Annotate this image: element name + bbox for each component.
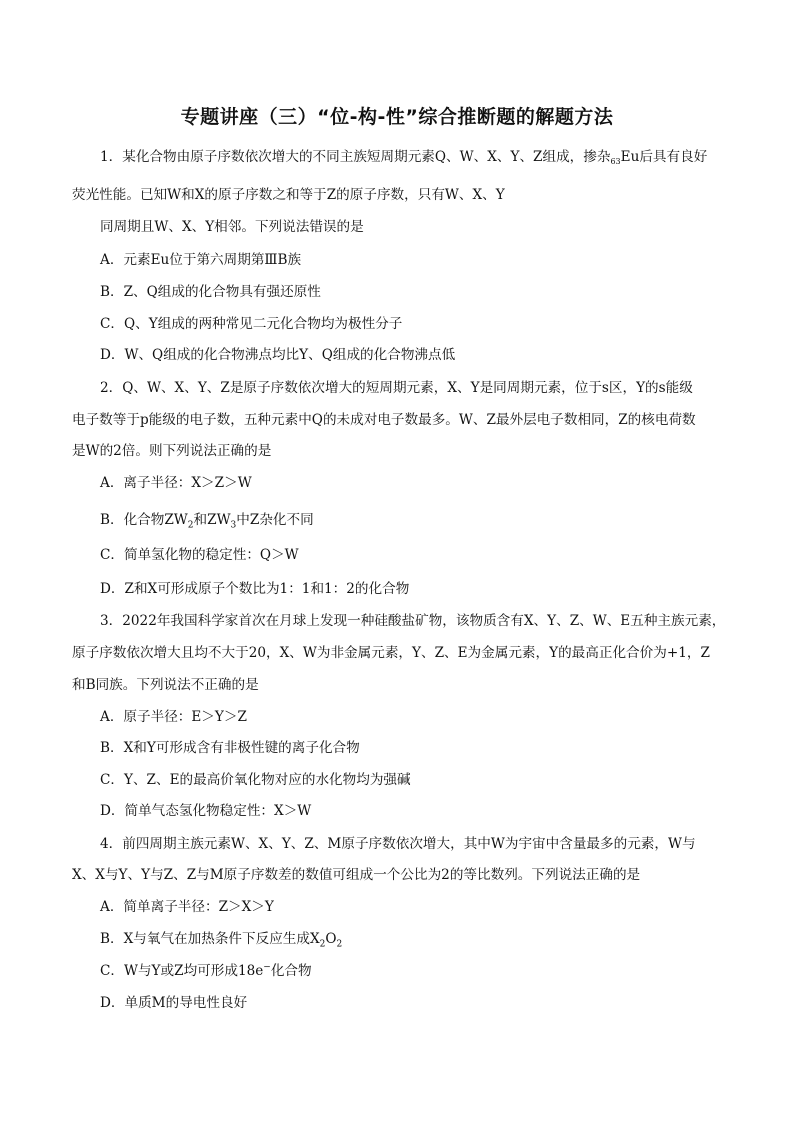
q4-option-c-text-b: 化合物 (270, 963, 312, 979)
q1-option-b: B．Z、Q组成的化合物具有强还原性 (100, 284, 321, 300)
q1-stem-line-2: 荧光性能。已知W和X的原子序数之和等于Z的原子序数，只有W、X、Y (72, 187, 505, 203)
q3-option-d: D．简单气态氢化物稳定性：X＞W (100, 803, 312, 819)
q3-option-a: A．原子半径：E＞Y＞Z (100, 709, 247, 725)
q1-stem-text-a: 1．某化合物由原子序数依次增大的不同主族短周期元素Q、W、X、Y、Z组成，掺杂 (100, 149, 611, 165)
q1-stem-text-b: Eu后具有良好 (620, 149, 708, 165)
q4-option-c-text-a: C．W与Y或Z均可形成18e (100, 963, 264, 979)
q4-stem-line-1: 4．前四周期主族元素W、X、Y、Z、M原子序数依次增大，其中W为宇宙中含量最多的元素，W与 (100, 836, 696, 852)
q1-option-d: D．W、Q组成的化合物沸点均比Y、Q组成的化合物沸点低 (100, 347, 456, 363)
q2-option-b-text-c: 中Z杂化不同 (236, 512, 314, 528)
q4-option-a: A．简单离子半径：Z＞X＞Y (100, 899, 274, 915)
q4-option-d: D．单质M的导电性良好 (100, 995, 248, 1011)
q2-option-b-text-a: B．化合物ZW (100, 512, 188, 528)
q2-stem-line-2: 电子数等于p能级的电子数，五种元素中Q的未成对电子数最多。W、Z最外层电子数相同，Z的核电荷数 (72, 412, 696, 428)
page-title: 专题讲座（三）“位-构-性”综合推断题的解题方法 (180, 106, 614, 128)
q2-stem-line-3: 是W的2倍。则下列说法正确的是 (72, 443, 272, 459)
q1-option-a: A．元素Eu位于第六周期第ⅢB族 (100, 252, 302, 268)
q3-stem-line-2: 原子序数依次增大且均不大于20，X、W为非金属元素，Y、Z、E为金属元素，Y的最高正化合价为+1，Z (72, 645, 710, 661)
q4-option-c (100, 962, 312, 980)
q2-option-b-sub-2: 3 (230, 520, 237, 531)
q2-option-a: A．离子半径：X＞Z＞W (100, 475, 252, 491)
q4-option-b-text-b: O (325, 931, 337, 947)
q4-stem-line-2: X、X与Y、Y与Z、Z与M原子序数差的数值可组成一个公比为2的等比数列。下列说法正确的是 (72, 867, 641, 883)
q1-option-c: C．Q、Y组成的两种常见二元化合物均为极性分子 (100, 316, 403, 332)
q4-option-b (100, 930, 342, 948)
q2-option-c: C．简单氢化物的稳定性：Q＞W (100, 547, 299, 563)
q3-stem-line-3: 和B同族。下列说法不正确的是 (72, 677, 259, 693)
q1-stem-line-1 (100, 148, 707, 168)
q1-stem-line-3: 同周期且W、X、Y相邻。下列说法错误的是 (100, 219, 364, 235)
q4-option-b-text-a: B．X与氧气在加热条件下反应生成X (100, 931, 320, 947)
q2-option-b-sub-1: 2 (187, 520, 194, 531)
q3-option-c: C．Y、Z、E的最高价氧化物对应的水化物均为强碱 (100, 772, 411, 788)
q2-stem-line-1: 2．Q、W、X、Y、Z是原子序数依次增大的短周期元素，X、Y是同周期元素，位于s区，Y的s能级 (100, 380, 693, 396)
q2-option-b-text-b: 和ZW (193, 512, 231, 528)
eu-atomic-number: 63 (610, 157, 621, 166)
q4-option-b-sub-2: 2 (336, 939, 343, 950)
q2-option-b (100, 511, 314, 529)
q2-option-d: D．Z和X可形成原子个数比为1：1和1：2的化合物 (100, 581, 410, 597)
q4-option-c-superscript: − (263, 962, 271, 973)
q3-stem-line-1: 3．2022年我国科学家首次在月球上发现一种硅酸盐矿物，该物质含有X、Y、Z、W、E五种主族元素， (100, 613, 726, 629)
q4-option-b-sub-1: 2 (319, 939, 326, 950)
q3-option-b: B．X和Y可形成含有非极性键的离子化合物 (100, 740, 360, 756)
